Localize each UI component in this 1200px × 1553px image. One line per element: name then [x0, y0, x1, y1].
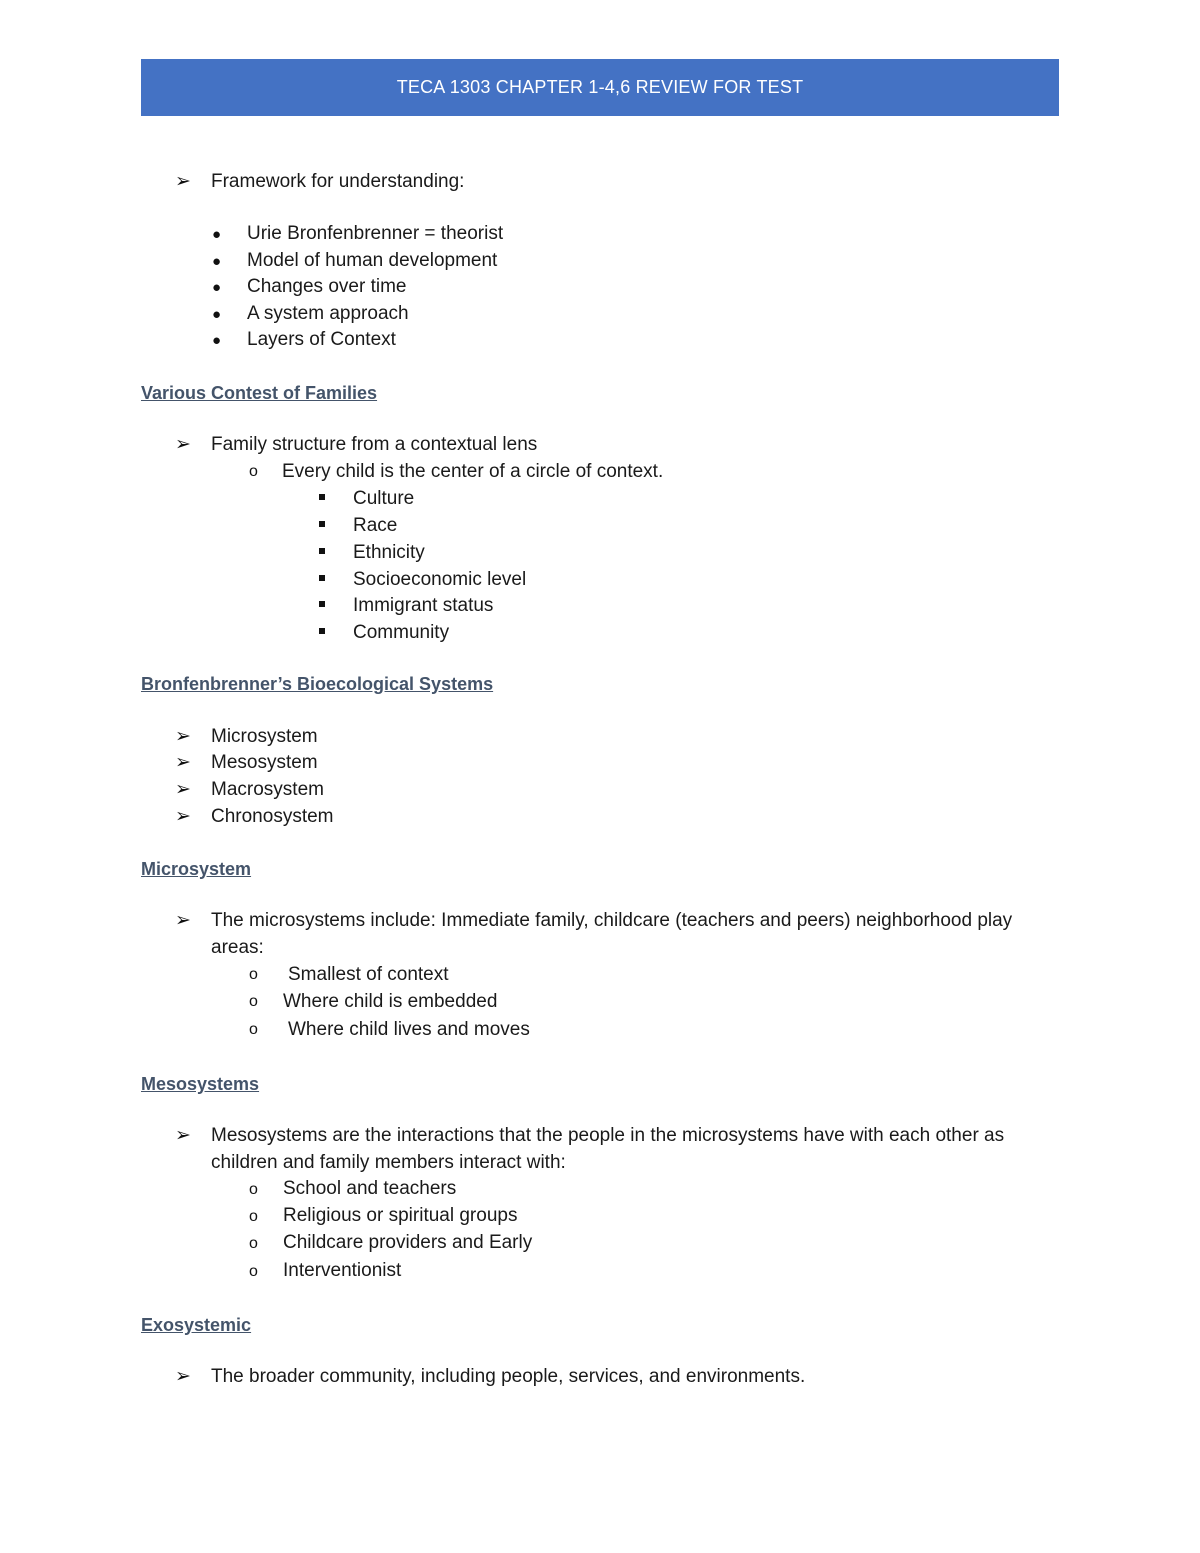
arrow-bullet-icon: ➢	[175, 1366, 191, 1387]
square-bullet-icon	[319, 494, 325, 500]
context-item: Ethnicity	[353, 542, 425, 563]
arrow-bullet-icon: ➢	[175, 434, 191, 455]
framework-item: Layers of Context	[247, 329, 396, 350]
bioecological-item: Microsystem	[211, 726, 318, 747]
contexts-lead: Family structure from a contextual lens	[211, 434, 538, 455]
arrow-bullet-icon: ➢	[175, 726, 191, 747]
framework-item: A system approach	[247, 303, 409, 324]
circle-bullet-icon: o	[249, 993, 258, 1010]
contexts-sub: Every child is the center of a circle of context.	[282, 461, 664, 482]
exosystemic-lead: The broader community, including people, services, and environments.	[211, 1366, 806, 1387]
arrow-bullet-icon: ➢	[175, 806, 191, 827]
arrow-bullet-icon: ➢	[175, 910, 191, 931]
arrow-bullet-icon: ➢	[175, 779, 191, 800]
square-bullet-icon	[319, 548, 325, 554]
framework-item: Urie Bronfenbrenner = theorist	[247, 223, 504, 244]
microsystem-item: Where child lives and moves	[288, 1019, 530, 1040]
circle-bullet-icon: o	[249, 463, 258, 480]
circle-bullet-icon: o	[249, 1181, 258, 1198]
bioecological-item: Macrosystem	[211, 779, 324, 800]
section-heading-exosystemic: Exosystemic	[141, 1315, 252, 1335]
mesosystems-item: School and teachers	[283, 1178, 457, 1199]
section-heading-bioecological: Bronfenbrenner’s Bioecological Systems	[141, 674, 494, 694]
arrow-bullet-icon: ➢	[175, 1125, 191, 1146]
context-item: Socioeconomic level	[353, 569, 527, 590]
framework-item: Model of human development	[247, 250, 498, 271]
mesosystems-lead-line2: children and family members interact with:	[211, 1152, 566, 1173]
bullet-icon: ●	[212, 332, 222, 349]
circle-bullet-icon: o	[249, 966, 258, 983]
bioecological-item: Mesosystem	[211, 752, 318, 773]
section-heading-microsystem: Microsystem	[141, 859, 252, 879]
circle-bullet-icon: o	[249, 1208, 258, 1225]
microsystem-lead-line2: areas:	[211, 937, 264, 958]
bullet-icon: ●	[212, 279, 222, 296]
mesosystems-item: Interventionist	[283, 1260, 402, 1281]
banner-title: TECA 1303 CHAPTER 1-4,6 REVIEW FOR TEST	[396, 77, 804, 97]
framework-lead: Framework for understanding:	[211, 171, 465, 192]
context-item: Culture	[353, 488, 415, 509]
mesosystems-item: Childcare providers and Early	[283, 1232, 533, 1253]
square-bullet-icon	[319, 521, 325, 527]
arrow-bullet-icon: ➢	[175, 752, 191, 773]
circle-bullet-icon: o	[249, 1263, 258, 1280]
square-bullet-icon	[319, 575, 325, 581]
mesosystems-lead-line1: Mesosystems are the interactions that the people in the microsystems have with each other as	[211, 1125, 1005, 1146]
context-item: Community	[353, 622, 450, 643]
circle-bullet-icon: o	[249, 1021, 258, 1038]
bioecological-item: Chronosystem	[211, 806, 334, 827]
square-bullet-icon	[319, 601, 325, 607]
bullet-icon: ●	[212, 253, 222, 270]
context-item: Immigrant status	[353, 595, 494, 616]
section-heading-mesosystems: Mesosystems	[141, 1074, 260, 1094]
framework-item: Changes over time	[247, 276, 407, 297]
microsystem-item: Where child is embedded	[283, 991, 498, 1012]
circle-bullet-icon: o	[249, 1235, 258, 1252]
square-bullet-icon	[319, 628, 325, 634]
section-heading-contexts: Various Contest of Families	[141, 383, 378, 403]
bullet-icon: ●	[212, 306, 222, 323]
microsystem-lead-line1: The microsystems include: Immediate family, childcare (teachers and peers) neighborhood play	[211, 910, 1013, 931]
microsystem-item: Smallest of context	[288, 964, 449, 985]
arrow-bullet-icon: ➢	[175, 171, 191, 192]
context-item: Race	[353, 515, 398, 536]
page-banner	[141, 59, 1059, 116]
mesosystems-item: Religious or spiritual groups	[283, 1205, 518, 1226]
bullet-icon: ●	[212, 226, 222, 243]
